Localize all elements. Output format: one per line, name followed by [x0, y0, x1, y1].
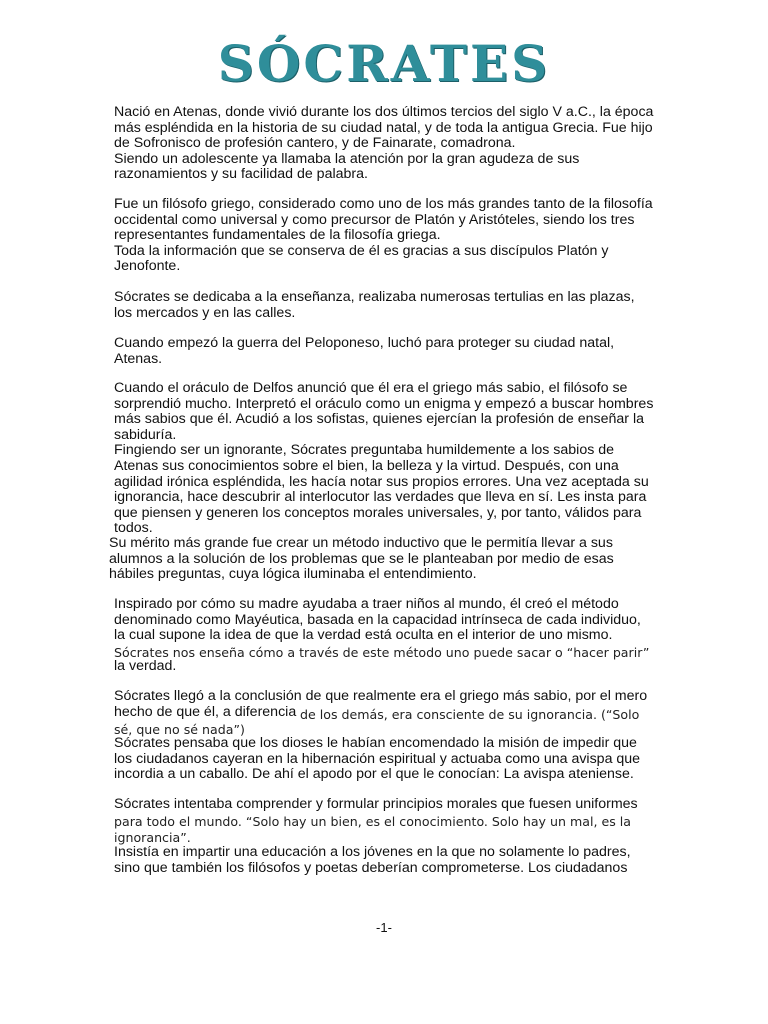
- paragraph-wisest-line-1: Sócrates llegó a la conclusión de que realmente era el griego más sabio, por el mero: [114, 688, 648, 704]
- document-title: SÓCRATES: [217, 34, 551, 93]
- paragraph-principles-line-1: Sócrates intentaba comprender y formular principios morales que fuesen uniformes: [114, 796, 638, 812]
- paragraph-mayeutica: Inspirado por cómo su madre ayudaba a traer niños al mundo, él creó el método denominado como Mayéutica, basada en la capacidad intrínseca de cada individuo, la cual supone la idea de que la verdad está oculta en el interior de uno mismo.: [114, 596, 641, 644]
- paragraph-mayeutica-line-4: Sócrates nos enseña cómo a través de este método uno puede sacar o “hacer parir”: [114, 645, 650, 660]
- paragraph-mayeutica-line-5: la verdad.: [114, 658, 177, 674]
- paragraph-birth: Nació en Atenas, donde vivió durante los dos últimos tercios del siglo V a.C., la época más espléndida en la historia de su ciudad natal, y de toda la antigua Grecia. Fue hijo de Sofronisco de profesión cantero, y de Fainarate, comadrona. Siendo un adolescente ya llamaba la atención por la gran agudeza de sus razonamientos y su facilidad de palabra.: [114, 104, 654, 183]
- paragraph-wisest-line-2b: de los demás, era consciente de su ignorancia. (“Solo: [300, 707, 640, 722]
- paragraph-teaching: Sócrates se dedicaba a la enseñanza, realizaba numerosas tertulias en las plazas, los mercados y en las calles.: [114, 289, 635, 321]
- paragraph-oracle: Cuando el oráculo de Delfos anunció que él era el griego más sabio, el filósofo se sorprendió mucho. Interpretó el oráculo como un enigma y empezó a buscar hombres más sabios que él. Acudió a los sofistas, quienes ejercían la profesión de enseñar la sabiduría. Fingiendo ser un ignorante, Sócrates preguntaba humildemente a los sabios de Atenas sus conocimientos sobre el bien, la belleza y la virtud. Después, con una agilidad irónica espléndida, les hacía notar sus propios errores. Una vez aceptada su ignorancia, hace descubrir al interlocutor las verdades que lleva en sí. Les insta para que piensen y generen los conceptos morales universales, y, por tanto, válidos para todos.: [114, 380, 654, 537]
- paragraph-philosopher: Fue un filósofo griego, considerado como uno de los más grandes tanto de la filosofía occidental como universal y como precursor de Platón y Aristóteles, siendo los tres representantes fundamentales de la filosofía griega. Toda la información que se conserva de él es gracias a sus discípulos Platón y Jenofonte.: [114, 196, 653, 275]
- page-number: -1-: [376, 920, 392, 935]
- paragraph-wisest-line-2a: hecho de que él, a diferencia: [114, 704, 297, 720]
- paragraph-method: Su mérito más grande fue crear un método inductivo que le permitía llevar a sus alumnos a la solución de los problemas que se le planteaban por medio de esas hábiles preguntas, cuya lógica iluminaba el entendimiento.: [109, 535, 614, 583]
- paragraph-wisest-line-3: sé, que no sé nada”): [114, 722, 245, 737]
- paragraph-education: Insistía en impartir una educación a los jóvenes en la que no solamente lo padres, sino que también los filósofos y poetas deberían comprometerse. Los ciudadanos: [114, 844, 631, 876]
- paragraph-war: Cuando empezó la guerra del Peloponeso, luchó para proteger su ciudad natal, Atenas.: [114, 335, 615, 367]
- paragraph-gods: Sócrates pensaba que los dioses le habían encomendado la misión de impedir que los ciudadanos cayeran en la hibernación espiritual y actuaba como una avispa que incordia a un caballo. De ahí el apodo por el que le conocían: La avispa ateniense.: [114, 735, 641, 783]
- paragraph-principles-quote: para todo el mundo. “Solo hay un bien, es el conocimiento. Solo hay un mal, es la ignorancia”.: [114, 814, 631, 845]
